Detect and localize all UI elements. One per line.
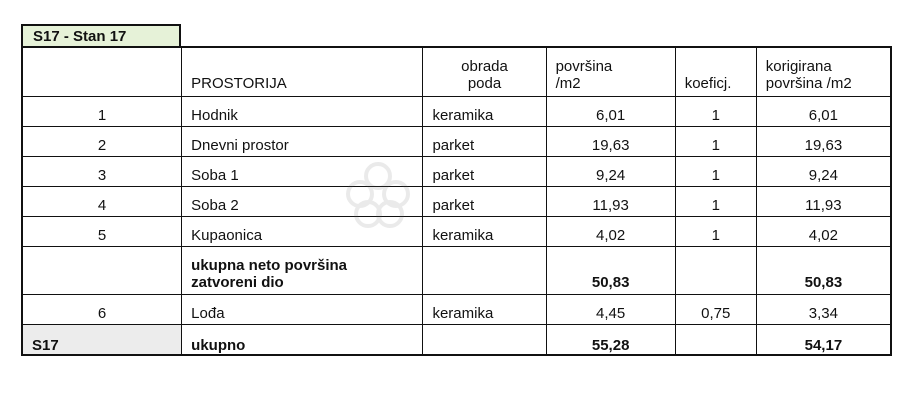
row-number: 1 — [22, 97, 182, 127]
row-number: 5 — [22, 217, 182, 247]
row-area: 9,24 — [546, 157, 675, 187]
room-area-table — [21, 46, 892, 356]
row-room: Dnevni prostor — [182, 127, 423, 157]
row-room: Kupaonica — [182, 217, 423, 247]
row-area: 4,02 — [546, 217, 675, 247]
subtotal-empty — [22, 247, 182, 295]
row-floor: parket — [423, 157, 546, 187]
row-room: Lođa — [182, 295, 423, 325]
row-floor: keramika — [423, 97, 546, 127]
subtotal-coef-empty — [675, 247, 756, 295]
row-corrected: 11,93 — [756, 187, 891, 217]
header-floor — [423, 47, 546, 97]
row-area: 4,45 — [546, 295, 675, 325]
header-row — [22, 47, 891, 97]
subtotal-label-line1: ukupna neto površina — [191, 257, 348, 274]
table-row — [22, 127, 891, 157]
header-coef: koeficj. — [675, 47, 756, 97]
table-row — [22, 97, 891, 127]
total-code: S17 — [22, 325, 182, 356]
row-coef: 1 — [675, 127, 756, 157]
table-row — [22, 157, 891, 187]
subtotal-area: 50,83 — [546, 247, 675, 295]
row-floor: keramika — [423, 295, 546, 325]
row-corrected: 19,63 — [756, 127, 891, 157]
row-area: 19,63 — [546, 127, 675, 157]
subtotal-label — [182, 247, 423, 295]
total-area: 55,28 — [546, 325, 675, 356]
row-floor: parket — [423, 127, 546, 157]
table-title: S17 - Stan 17 — [21, 24, 181, 47]
row-floor: keramika — [423, 217, 546, 247]
header-floor-line1: obrada — [461, 58, 508, 75]
row-corrected: 6,01 — [756, 97, 891, 127]
header-corrected — [756, 47, 891, 97]
row-number: 6 — [22, 295, 182, 325]
header-corrected-line2: površina /m2 — [765, 75, 852, 92]
row-area: 11,93 — [546, 187, 675, 217]
header-number — [22, 47, 182, 97]
table-row — [22, 295, 891, 325]
row-corrected: 3,34 — [756, 295, 891, 325]
header-area-line2: /m2 — [555, 75, 581, 92]
header-area — [546, 47, 675, 97]
header-floor-line2: poda — [467, 75, 502, 92]
total-label: ukupno — [182, 325, 423, 356]
row-coef: 1 — [675, 157, 756, 187]
subtotal-row — [22, 247, 891, 295]
total-floor-empty — [423, 325, 546, 356]
row-number: 2 — [22, 127, 182, 157]
row-coef: 1 — [675, 97, 756, 127]
header-room: PROSTORIJA — [182, 47, 423, 97]
subtotal-corrected: 50,83 — [756, 247, 891, 295]
row-number: 4 — [22, 187, 182, 217]
row-room: Soba 1 — [182, 157, 423, 187]
row-room: Soba 2 — [182, 187, 423, 217]
row-room: Hodnik — [182, 97, 423, 127]
subtotal-label-line2: zatvoreni dio — [191, 274, 284, 291]
row-number: 3 — [22, 157, 182, 187]
row-coef: 1 — [675, 217, 756, 247]
total-row — [22, 325, 891, 356]
row-corrected: 9,24 — [756, 157, 891, 187]
row-floor: parket — [423, 187, 546, 217]
table-row — [22, 217, 891, 247]
row-area: 6,01 — [546, 97, 675, 127]
total-coef-empty — [675, 325, 756, 356]
total-corrected: 54,17 — [756, 325, 891, 356]
row-coef: 1 — [675, 187, 756, 217]
header-area-line1: površina — [555, 58, 613, 75]
row-coef: 0,75 — [675, 295, 756, 325]
subtotal-floor-empty — [423, 247, 546, 295]
header-corrected-line1: korigirana — [765, 58, 832, 75]
table-row — [22, 187, 891, 217]
row-corrected: 4,02 — [756, 217, 891, 247]
